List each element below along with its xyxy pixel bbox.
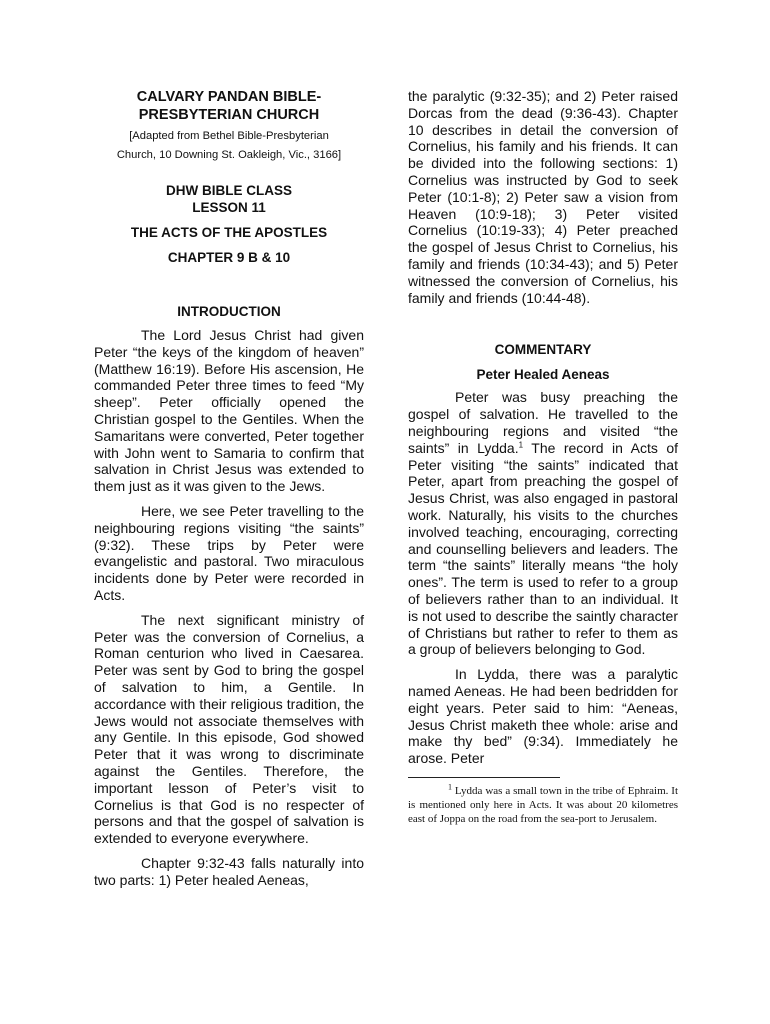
footnote-number: 1 [448, 782, 452, 792]
lesson-number: LESSON 11 [192, 200, 266, 215]
commentary-paragraph-1-rest: The record in Acts of Peter visiting “the saints” indicated that Peter, apart from preaching the gospel of Jesus Christ, was also engaged in pastoral work. Naturally, his visits to the churches involved teaching, encouraging, correcting and counselling believers and leaders. The term “the saints” literally means “the holy ones”. The term is used to refer to a group of believers rather than to an individual. It is not used to describe the saintly character of Christians but rather to refer to them as a group of believers belonging to God. [408, 439, 678, 658]
footnote-divider [408, 777, 560, 778]
commentary-paragraph-1-start: Peter was busy preaching the gospel of salvation. He travelled to the neighbouring regions and visited “the saints” in Lydda. [408, 389, 678, 456]
intro-paragraph-1: The Lord Jesus Christ had given Peter “the keys of the kingdom of heaven” (Matthew 16:19). Before His ascension, He commanded Peter three times to feed “My sheep”. Peter officially opened the Christian gospel to the Gentiles. When the Samaritans were converted, Peter together with John went to Samaria to confirm that salvation in Christ Jesus was extended to them just as it was given to the Jews. [94, 327, 364, 495]
commentary-paragraph-1 [408, 389, 678, 658]
introduction-heading: INTRODUCTION [177, 304, 281, 319]
church-name [94, 88, 364, 124]
class-name: DHW BIBLE CLASS [166, 183, 292, 198]
intro-paragraph-4-continued: the paralytic (9:32-35); and 2) Peter raised Dorcas from the dead (9:36-43). Chapter 10 describes in detail the conversion of Cornelius, his family and his friends. It can be divided into the following sections: 1) Cornelius was instructed by God to seek Peter (10:1-8); 2) Peter saw a vision from Heaven (10:9-18); 3) Peter visited Cornelius (10:19-33); 4) Peter preached the gospel of Jesus Christ to Cornelius, his family and friends (10:34-43); and 5) Peter witnessed the conversion of Cornelius, his family and friends (10:44-48). [408, 88, 678, 306]
commentary-paragraph-2: In Lydda, there was a paralytic named Aeneas. He had been bedridden for eight years. Peter said to him: “Aeneas, Jesus Christ maketh thee whole: arise and make thy bed” (9:34). Immediately he arose. Peter [408, 666, 678, 767]
commentary-heading: COMMENTARY [494, 342, 592, 358]
footnote-text: Lydda was a small town in the tribe of Ephraim. It is mentioned only here in Acts. It was about 20 kilometres east of Joppa on the road from the sea-port to Jerusalem. [408, 784, 679, 826]
commentary-subheading: Peter Healed Aeneas [476, 367, 610, 383]
church-name-line-2: PRESBYTERIAN CHURCH [138, 107, 320, 123]
footnote-reference: 1 [518, 440, 524, 450]
adapted-note-line-2: Church, 10 Downing St. Oakleigh, Vic., 3166] [116, 149, 342, 161]
adapted-note-line-1: [Adapted from Bethel Bible-Presbyterian [129, 130, 329, 142]
class-label [94, 182, 364, 216]
lesson-title: THE ACTS OF THE APOSTLES [130, 225, 328, 240]
intro-paragraph-4: Chapter 9:32-43 falls naturally into two parts: 1) Peter healed Aeneas, [94, 854, 364, 888]
church-name-line-1: CALVARY PANDAN BIBLE- [136, 89, 322, 105]
left-column [94, 88, 364, 889]
footnote [408, 784, 678, 827]
chapter-title: CHAPTER 9 B & 10 [167, 250, 291, 265]
right-column [408, 88, 678, 827]
intro-paragraph-2: Here, we see Peter travelling to the neighbouring regions visiting “the saints” (9:32). These trips by Peter were evangelistic and pastoral. Two miraculous incidents done by Peter were recorded in Acts. [94, 502, 364, 603]
adapted-note [94, 127, 364, 165]
intro-paragraph-3: The next significant ministry of Peter was the conversion of Cornelius, a Roman centurion who lived in Caesarea. Peter was sent by God to bring the gospel of salvation to him, a Gentile. In accordance with their religious tradition, the Jews would not associate themselves with any Gentile. In this episode, God showed Peter that it was wrong to discriminate against the Gentiles. Therefore, the important lesson of Peter’s visit to Cornelius is that God is no respecter of persons and that the gospel of salvation is extended to everyone everywhere. [94, 611, 364, 847]
